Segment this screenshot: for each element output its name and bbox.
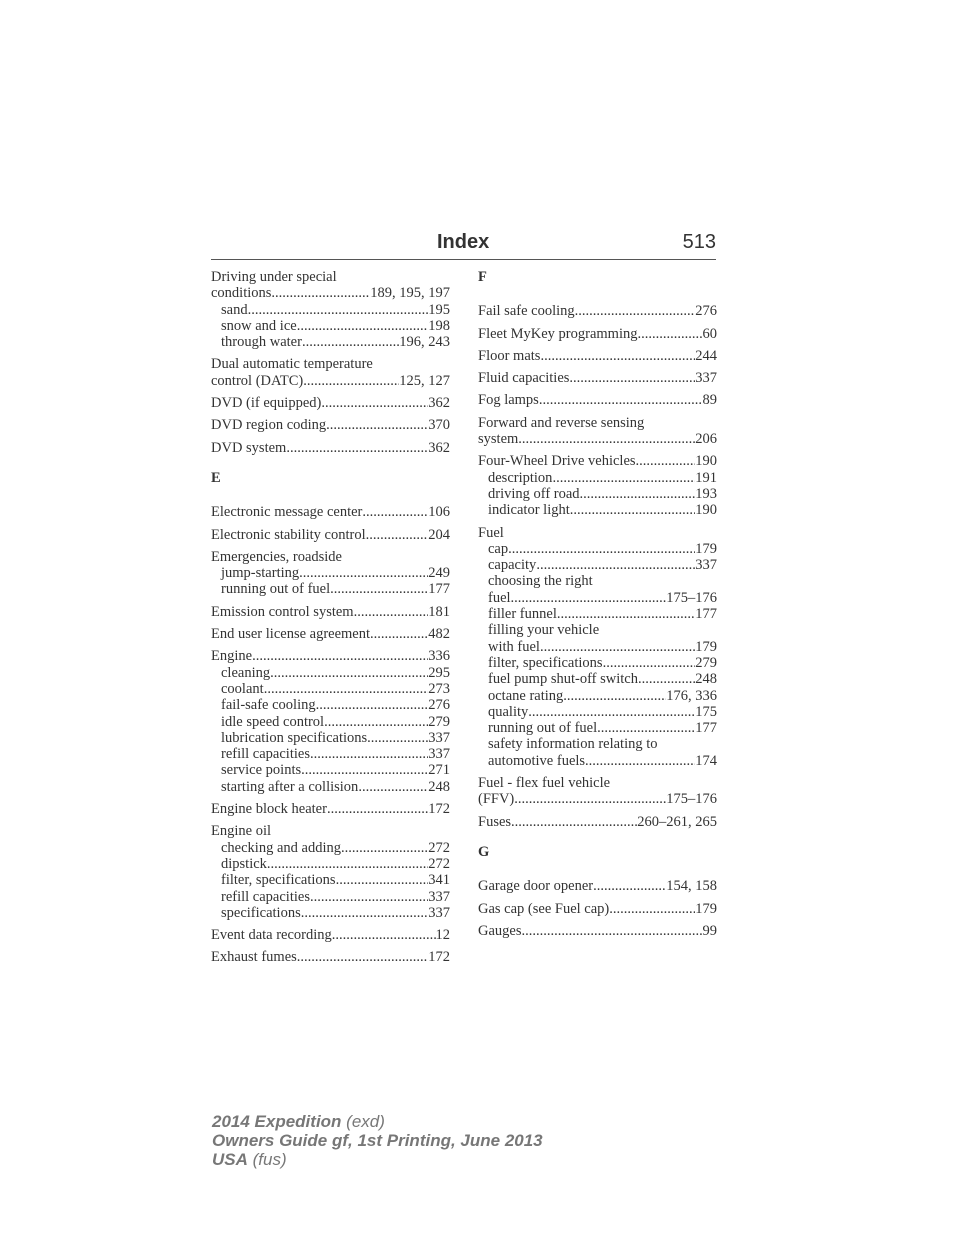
index-entry: Floor mats ..... 244 — [478, 348, 717, 364]
index-entry: Fail safe cooling ..... 276 — [478, 303, 717, 319]
subentry: dipstick ..... 272 — [221, 856, 450, 872]
entry-line: Four-Wheel Drive vehicles ..... 190 — [478, 453, 717, 469]
subentry: automotive fuels ..... 174 — [488, 753, 717, 769]
page-ref[interactable]: 248 — [695, 671, 717, 688]
page-ref[interactable]: 189, 195, 197 — [370, 285, 450, 302]
footer-line: Owners Guide gf, 1st Printing, June 2013 — [212, 1131, 543, 1150]
page-ref[interactable]: 193 — [695, 485, 717, 502]
subentry: description ..... 191 — [488, 470, 717, 486]
page-ref[interactable]: 179 — [695, 540, 717, 557]
page-ref[interactable]: 260–261, 265 — [637, 813, 717, 830]
page-ref[interactable]: 179 — [695, 638, 717, 655]
page-number: 513 — [682, 231, 716, 253]
page-ref[interactable]: 249 — [428, 565, 450, 582]
page-ref[interactable]: 276 — [428, 697, 450, 714]
index-entry: Fluid capacities ..... 337 — [478, 370, 717, 386]
page-ref[interactable]: 89 — [702, 392, 717, 409]
subentry-heading: filling your vehicle — [488, 622, 600, 639]
subentry: cap ..... 179 — [488, 541, 717, 557]
subentry: quality ..... 175 — [488, 704, 717, 720]
page-ref[interactable]: 206 — [695, 431, 717, 448]
page-ref[interactable]: 175 — [695, 703, 717, 720]
page-ref[interactable]: 337 — [695, 557, 717, 574]
page-ref[interactable]: 60 — [702, 325, 717, 342]
index-entry: Fog lamps ..... 89 — [478, 392, 717, 408]
index-entry — [478, 415, 717, 448]
subentry: filler funnel ..... 177 — [488, 606, 717, 622]
page-ref[interactable]: 191 — [695, 469, 717, 486]
page-ref[interactable]: 172 — [428, 801, 450, 818]
footer-line: USA (fus) — [212, 1150, 287, 1169]
page-ref[interactable]: 190 — [695, 453, 717, 470]
index-entry: Electronic message center ..... 106 — [211, 504, 450, 520]
subentry-heading: safety information relating to — [488, 736, 658, 753]
subentry: specifications ..... 337 — [221, 905, 450, 921]
page-ref[interactable]: 172 — [428, 949, 450, 966]
page-ref[interactable]: 198 — [428, 317, 450, 334]
entry-line: (FFV) ..... 175–176 — [478, 791, 717, 807]
page-ref[interactable]: 248 — [428, 778, 450, 795]
subentry: capacity ..... 337 — [488, 557, 717, 573]
page-ref[interactable]: 175–176 — [666, 589, 717, 606]
page-ref[interactable]: 272 — [428, 855, 450, 872]
index-entry — [211, 356, 450, 389]
page-ref[interactable]: 190 — [695, 502, 717, 519]
page-ref[interactable]: 12 — [435, 927, 450, 944]
subentry: fuel ..... 175–176 — [488, 590, 717, 606]
index-entry: Exhaust fumes ..... 172 — [211, 949, 450, 965]
page-ref[interactable]: 177 — [428, 581, 450, 598]
subentry: coolant ..... 273 — [221, 681, 450, 697]
page-ref[interactable]: 106 — [428, 504, 450, 521]
page-ref[interactable]: 175–176 — [666, 791, 717, 808]
subentry-heading: choosing the right — [488, 573, 593, 590]
page-ref[interactable]: 179 — [695, 900, 717, 917]
index-entry — [211, 648, 450, 795]
entry-line: system ..... 206 — [478, 431, 717, 447]
section-letter: F — [478, 269, 487, 285]
page-ref[interactable]: 271 — [428, 762, 450, 779]
index-entry — [478, 525, 717, 769]
section-letter: G — [478, 843, 490, 860]
subentry: octane rating ..... 176, 336 — [488, 688, 717, 704]
index-entry: End user license agreement ..... 482 — [211, 626, 450, 642]
subentry: idle speed control ..... 279 — [221, 714, 450, 730]
subentry: lubrication specifications ..... 337 — [221, 730, 450, 746]
index-entry: DVD region coding ..... 370 — [211, 417, 450, 433]
page-ref[interactable]: 337 — [428, 904, 450, 921]
page-ref[interactable]: 99 — [702, 922, 717, 939]
subentry: sand ..... 195 — [221, 302, 450, 318]
section-letter: E — [211, 469, 221, 486]
entry-heading: Engine oil — [211, 823, 272, 840]
page-ref[interactable]: 337 — [695, 370, 717, 387]
page-header — [211, 228, 716, 260]
entry-heading: Fuel - flex fuel vehicle — [478, 775, 611, 792]
entry-heading: Forward and reverse sensing — [478, 414, 645, 431]
page-ref[interactable]: 279 — [695, 654, 717, 671]
subentry: running out of fuel ..... 177 — [221, 581, 450, 597]
subentry: fail-safe cooling ..... 276 — [221, 697, 450, 713]
page-ref[interactable]: 362 — [428, 439, 450, 456]
index-entry — [211, 269, 450, 350]
page-title: Index — [437, 231, 490, 253]
subentry: running out of fuel ..... 177 — [488, 720, 717, 736]
footer-line: 2014 Expedition (exd) — [212, 1112, 385, 1131]
page-ref[interactable]: 174 — [695, 752, 717, 769]
subentry: cleaning ..... 295 — [221, 665, 450, 681]
page-ref[interactable]: 176, 336 — [666, 687, 717, 704]
page-ref[interactable]: 337 — [428, 888, 450, 905]
subentry: indicator light ..... 190 — [488, 502, 717, 518]
document-footer — [212, 1112, 543, 1169]
page-ref[interactable]: 177 — [695, 720, 717, 737]
subentry: filter, specifications ..... 279 — [488, 655, 717, 671]
subentry: starting after a collision ..... 248 — [221, 779, 450, 795]
subentry: with fuel ..... 179 — [488, 639, 717, 655]
index-column-right — [478, 269, 717, 945]
index-entry: Garage door opener ..... 154, 158 — [478, 878, 717, 894]
entry-line: Engine ..... 336 — [211, 648, 450, 664]
index-entry: Fleet MyKey programming ..... 60 — [478, 326, 717, 342]
page-ref[interactable]: 336 — [428, 648, 450, 665]
index-column-left — [211, 269, 450, 972]
page-ref[interactable]: 181 — [428, 603, 450, 620]
page-ref[interactable]: 244 — [695, 347, 717, 364]
subentry: checking and adding ..... 272 — [221, 840, 450, 856]
subentry: filter, specifications ..... 341 — [221, 872, 450, 888]
index-entry: Emission control system ..... 181 — [211, 604, 450, 620]
entry-heading: Fuel — [478, 524, 504, 541]
subentry: through water ..... 196, 243 — [221, 334, 450, 350]
subentry: driving off road ..... 193 — [488, 486, 717, 502]
page-ref[interactable]: 125, 127 — [399, 372, 450, 389]
index-entry: Event data recording ..... 12 — [211, 927, 450, 943]
page-ref[interactable]: 362 — [428, 395, 450, 412]
index-entry: DVD system ..... 362 — [211, 440, 450, 456]
entry-heading: Driving under special — [211, 269, 337, 285]
page-ref[interactable]: 482 — [428, 626, 450, 643]
subentry: snow and ice ..... 198 — [221, 318, 450, 334]
index-entry: DVD (if equipped) ..... 362 — [211, 395, 450, 411]
index-entry: Gas cap (see Fuel cap) ..... 179 — [478, 901, 717, 917]
subentry: service points ..... 271 — [221, 762, 450, 778]
page-ref[interactable]: 177 — [695, 606, 717, 623]
page-ref[interactable]: 204 — [428, 526, 450, 543]
index-entry — [478, 453, 717, 518]
index-entry: Electronic stability control ..... 204 — [211, 527, 450, 543]
subentry: refill capacities ..... 337 — [221, 746, 450, 762]
subentry: refill capacities ..... 337 — [221, 889, 450, 905]
index-entry: Fuses ..... 260–261, 265 — [478, 814, 717, 830]
page-ref[interactable]: 195 — [428, 301, 450, 318]
entry-heading: Emergencies, roadside — [211, 548, 342, 565]
index-entry: Gauges ..... 99 — [478, 923, 717, 939]
page-ref[interactable]: 273 — [428, 680, 450, 697]
index-entry — [211, 549, 450, 598]
page-ref[interactable]: 341 — [428, 872, 450, 889]
subentry: jump-starting ..... 249 — [221, 565, 450, 581]
page-ref[interactable]: 196, 243 — [399, 334, 450, 351]
index-entry — [478, 775, 717, 808]
page-ref[interactable]: 295 — [428, 664, 450, 681]
entry-line: control (DATC) ..... 125, 127 — [211, 373, 450, 389]
page-ref[interactable]: 154, 158 — [666, 878, 717, 895]
index-entry — [211, 823, 450, 921]
page-ref[interactable]: 279 — [428, 713, 450, 730]
page-ref[interactable]: 272 — [428, 839, 450, 856]
index-entry: Engine block heater ..... 172 — [211, 801, 450, 817]
entry-heading: Dual automatic temperature — [211, 356, 373, 373]
page-ref[interactable]: 337 — [428, 746, 450, 763]
entry-line: conditions ..... 189, 195, 197 — [211, 285, 450, 301]
subentry: fuel pump shut-off switch ..... 248 — [488, 671, 717, 687]
page-ref[interactable]: 370 — [428, 417, 450, 434]
page-ref[interactable]: 337 — [428, 729, 450, 746]
page-ref[interactable]: 276 — [695, 303, 717, 320]
